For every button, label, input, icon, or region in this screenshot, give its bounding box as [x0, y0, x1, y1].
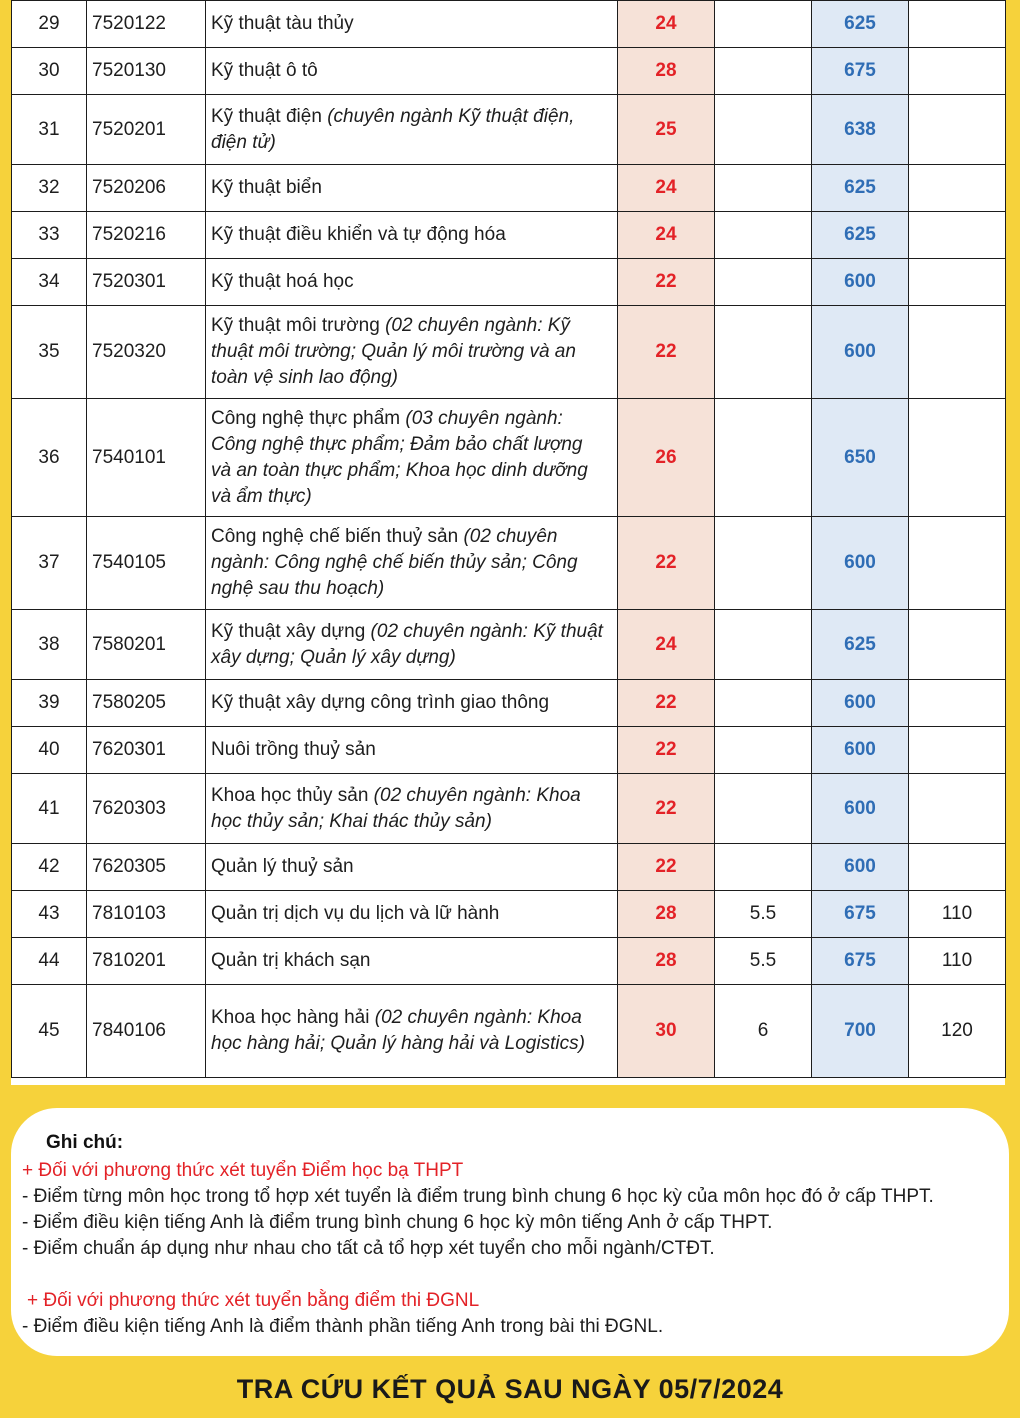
- dgnl-english-score: [909, 727, 1006, 774]
- table-row: [12, 165, 1006, 212]
- table-row: [12, 985, 1006, 1078]
- major-name: [206, 844, 618, 891]
- hocba-score: 22: [618, 680, 715, 727]
- row-number: 30: [12, 48, 87, 95]
- major-specializations: (03 chuyên ngành: Công nghệ thực phẩm; Đảm bảo chất lượng và an toàn thực phẩm; Khoa học dinh dưỡng và ẩm thực): [211, 407, 588, 507]
- dgnl-english-score: [909, 517, 1006, 610]
- dgnl-score: 650: [812, 399, 909, 517]
- major-code: 7580201: [87, 610, 206, 680]
- major-name: [206, 610, 618, 680]
- row-number: 35: [12, 306, 87, 399]
- major-name-text: Kỹ thuật hoá học: [211, 271, 354, 292]
- dgnl-score: 625: [812, 1, 909, 48]
- major-code: 7580205: [87, 680, 206, 727]
- row-number: 36: [12, 399, 87, 517]
- dgnl-score: 600: [812, 727, 909, 774]
- dgnl-english-score: [909, 48, 1006, 95]
- major-name: [206, 727, 618, 774]
- hocba-english-score: [715, 259, 812, 306]
- major-code: 7840106: [87, 985, 206, 1078]
- major-code: 7520130: [87, 48, 206, 95]
- row-number: 42: [12, 844, 87, 891]
- row-number: 45: [12, 985, 87, 1078]
- major-specializations: (02 chuyên ngành: Kỹ thuật xây dựng; Quản lý xây dựng): [211, 620, 603, 668]
- major-specializations: (02 chuyên ngành: Khoa học hàng hải; Quản lý hàng hải và Logistics): [211, 1007, 585, 1054]
- hocba-score: 24: [618, 165, 715, 212]
- dgnl-score: 600: [812, 680, 909, 727]
- hocba-english-score: [715, 399, 812, 517]
- table-row: [12, 306, 1006, 399]
- dgnl-score: 600: [812, 844, 909, 891]
- major-name-text: Khoa học hàng hải: [211, 1007, 375, 1028]
- notes-dgnl-line-1: - Điểm điều kiện tiếng Anh là điểm thành phần tiếng Anh trong bài thi ĐGNL.: [22, 1316, 664, 1337]
- hocba-english-score: [715, 1, 812, 48]
- row-number: 39: [12, 680, 87, 727]
- notes-hb-line-1: - Điểm từng môn học trong tổ hợp xét tuyển là điểm trung bình chung 6 học kỳ của môn học đó ở cấp THPT.: [22, 1186, 934, 1207]
- major-name-text: Kỹ thuật biển: [211, 177, 322, 198]
- major-code: 7520301: [87, 259, 206, 306]
- table-row: [12, 212, 1006, 259]
- row-number: 37: [12, 517, 87, 610]
- major-name-text: Khoa học thủy sản: [211, 784, 374, 806]
- row-number: 38: [12, 610, 87, 680]
- major-name: [206, 891, 618, 938]
- row-number: 44: [12, 938, 87, 985]
- major-name: [206, 48, 618, 95]
- row-number: 29: [12, 1, 87, 48]
- hocba-english-score: [715, 610, 812, 680]
- dgnl-english-score: [909, 259, 1006, 306]
- table-row: [12, 48, 1006, 95]
- dgnl-english-score: [909, 399, 1006, 517]
- hocba-score: 26: [618, 399, 715, 517]
- major-name-text: Kỹ thuật ô tô: [211, 60, 318, 81]
- dgnl-score: 675: [812, 891, 909, 938]
- hocba-english-score: [715, 95, 812, 165]
- major-name: [206, 517, 618, 610]
- major-code: 7620305: [87, 844, 206, 891]
- major-code: 7520122: [87, 1, 206, 48]
- hocba-score: 24: [618, 1, 715, 48]
- major-code: 7520201: [87, 95, 206, 165]
- notes-dgnl-heading: + Đối với phương thức xét tuyển bằng điểm thi ĐGNL: [27, 1290, 480, 1311]
- major-name-text: Kỹ thuật môi trường: [211, 315, 386, 336]
- major-name-text: Công nghệ chế biến thuỷ sản: [211, 526, 464, 547]
- table-row: [12, 1, 1006, 48]
- table-body: [12, 1, 1006, 1078]
- major-name-text: Nuôi trồng thuỷ sản: [211, 739, 376, 760]
- hocba-score: 22: [618, 844, 715, 891]
- major-name: [206, 938, 618, 985]
- major-name: [206, 259, 618, 306]
- table-row: [12, 891, 1006, 938]
- table-row: [12, 727, 1006, 774]
- notes-title: Ghi chú:: [46, 1132, 124, 1153]
- dgnl-score: 638: [812, 95, 909, 165]
- hocba-score: 22: [618, 517, 715, 610]
- table-row: [12, 399, 1006, 517]
- hocba-score: 22: [618, 774, 715, 844]
- dgnl-score: 600: [812, 774, 909, 844]
- major-name: [206, 774, 618, 844]
- major-code: 7620303: [87, 774, 206, 844]
- table-row: [12, 517, 1006, 610]
- dgnl-english-score: [909, 212, 1006, 259]
- notes-box: [11, 1108, 1009, 1356]
- notes-hb-heading: + Đối với phương thức xét tuyển Điểm học bạ THPT: [22, 1160, 464, 1181]
- dgnl-english-score: [909, 1, 1006, 48]
- major-name-text: Kỹ thuật xây dựng công trình giao thông: [211, 692, 550, 713]
- hocba-score: 25: [618, 95, 715, 165]
- dgnl-english-score: [909, 680, 1006, 727]
- hocba-english-score: 5.5: [715, 938, 812, 985]
- major-name-text: Kỹ thuật tàu thủy: [211, 13, 354, 34]
- footer-banner: TRA CỨU KẾT QUẢ SAU NGÀY 05/7/2024: [236, 1374, 784, 1404]
- hocba-score: 24: [618, 610, 715, 680]
- notes-hb-line-2: - Điểm điều kiện tiếng Anh là điểm trung bình chung 6 học kỳ môn tiếng Anh ở cấp THPT.: [22, 1212, 773, 1233]
- hocba-score: 22: [618, 727, 715, 774]
- major-name: [206, 306, 618, 399]
- major-specializations: (02 chuyên ngành: Kỹ thuật môi trường; Quản lý môi trường và an toàn vệ sinh lao động): [211, 315, 576, 388]
- hocba-score: 28: [618, 891, 715, 938]
- dgnl-english-score: [909, 610, 1006, 680]
- table-row: [12, 259, 1006, 306]
- hocba-english-score: [715, 844, 812, 891]
- major-name: [206, 985, 618, 1078]
- hocba-english-score: [715, 165, 812, 212]
- hocba-english-score: 6: [715, 985, 812, 1078]
- major-specializations: (02 chuyên ngành: Công nghệ chế biến thủy sản; Công nghệ sau thu hoạch): [211, 526, 578, 599]
- dgnl-score: 625: [812, 212, 909, 259]
- hocba-score: 28: [618, 48, 715, 95]
- major-code: 7620301: [87, 727, 206, 774]
- table-row: [12, 680, 1006, 727]
- notes-hb-line-3: - Điểm chuẩn áp dụng như nhau cho tất cả tổ hợp xét tuyển cho mỗi ngành/CTĐT.: [22, 1238, 715, 1259]
- major-code: 7540105: [87, 517, 206, 610]
- major-code: 7520206: [87, 165, 206, 212]
- dgnl-english-score: [909, 774, 1006, 844]
- row-number: 32: [12, 165, 87, 212]
- table-row: [12, 774, 1006, 844]
- major-code: 7520320: [87, 306, 206, 399]
- major-specializations: (chuyên ngành Kỹ thuật điện, điện tử): [211, 105, 575, 153]
- dgnl-english-score: 110: [909, 891, 1006, 938]
- major-name: [206, 212, 618, 259]
- hocba-english-score: 5.5: [715, 891, 812, 938]
- hocba-score: 28: [618, 938, 715, 985]
- major-code: 7520216: [87, 212, 206, 259]
- dgnl-score: 600: [812, 517, 909, 610]
- row-number: 41: [12, 774, 87, 844]
- hocba-english-score: [715, 212, 812, 259]
- hocba-english-score: [715, 680, 812, 727]
- row-number: 34: [12, 259, 87, 306]
- major-name-text: Kỹ thuật điều khiển và tự động hóa: [211, 224, 506, 245]
- admission-score-table: [11, 0, 1005, 1085]
- major-name: [206, 399, 618, 517]
- table-row: [12, 610, 1006, 680]
- table-row: [12, 938, 1006, 985]
- dgnl-english-score: 110: [909, 938, 1006, 985]
- major-code: 7810103: [87, 891, 206, 938]
- dgnl-score: 600: [812, 306, 909, 399]
- dgnl-english-score: [909, 844, 1006, 891]
- dgnl-english-score: [909, 95, 1006, 165]
- major-name-text: Quản lý thuỷ sản: [211, 856, 354, 877]
- hocba-english-score: [715, 306, 812, 399]
- major-name: [206, 95, 618, 165]
- hocba-score: 22: [618, 259, 715, 306]
- major-name: [206, 680, 618, 727]
- major-name-text: Quản trị dịch vụ du lịch và lữ hành: [211, 903, 500, 924]
- major-name: [206, 1, 618, 48]
- row-number: 40: [12, 727, 87, 774]
- major-name-text: Kỹ thuật điện: [211, 105, 328, 127]
- dgnl-score: 600: [812, 259, 909, 306]
- table-row: [12, 95, 1006, 165]
- hocba-score: 22: [618, 306, 715, 399]
- dgnl-score: 700: [812, 985, 909, 1078]
- dgnl-score: 625: [812, 165, 909, 212]
- hocba-english-score: [715, 727, 812, 774]
- dgnl-score: 675: [812, 938, 909, 985]
- dgnl-english-score: [909, 306, 1006, 399]
- table-row: [12, 844, 1006, 891]
- hocba-score: 30: [618, 985, 715, 1078]
- row-number: 33: [12, 212, 87, 259]
- major-name: [206, 165, 618, 212]
- hocba-score: 24: [618, 212, 715, 259]
- row-number: 43: [12, 891, 87, 938]
- dgnl-score: 625: [812, 610, 909, 680]
- major-specializations: (02 chuyên ngành: Khoa học thủy sản; Khai thác thủy sản): [211, 784, 581, 832]
- row-number: 31: [12, 95, 87, 165]
- major-name-text: Quản trị khách sạn: [211, 950, 371, 971]
- dgnl-english-score: [909, 165, 1006, 212]
- dgnl-english-score: 120: [909, 985, 1006, 1078]
- hocba-english-score: [715, 48, 812, 95]
- major-name-text: Kỹ thuật xây dựng: [211, 620, 371, 642]
- hocba-english-score: [715, 517, 812, 610]
- major-code: 7810201: [87, 938, 206, 985]
- major-name-text: Công nghệ thực phẩm: [211, 407, 406, 429]
- dgnl-score: 675: [812, 48, 909, 95]
- hocba-english-score: [715, 774, 812, 844]
- major-code: 7540101: [87, 399, 206, 517]
